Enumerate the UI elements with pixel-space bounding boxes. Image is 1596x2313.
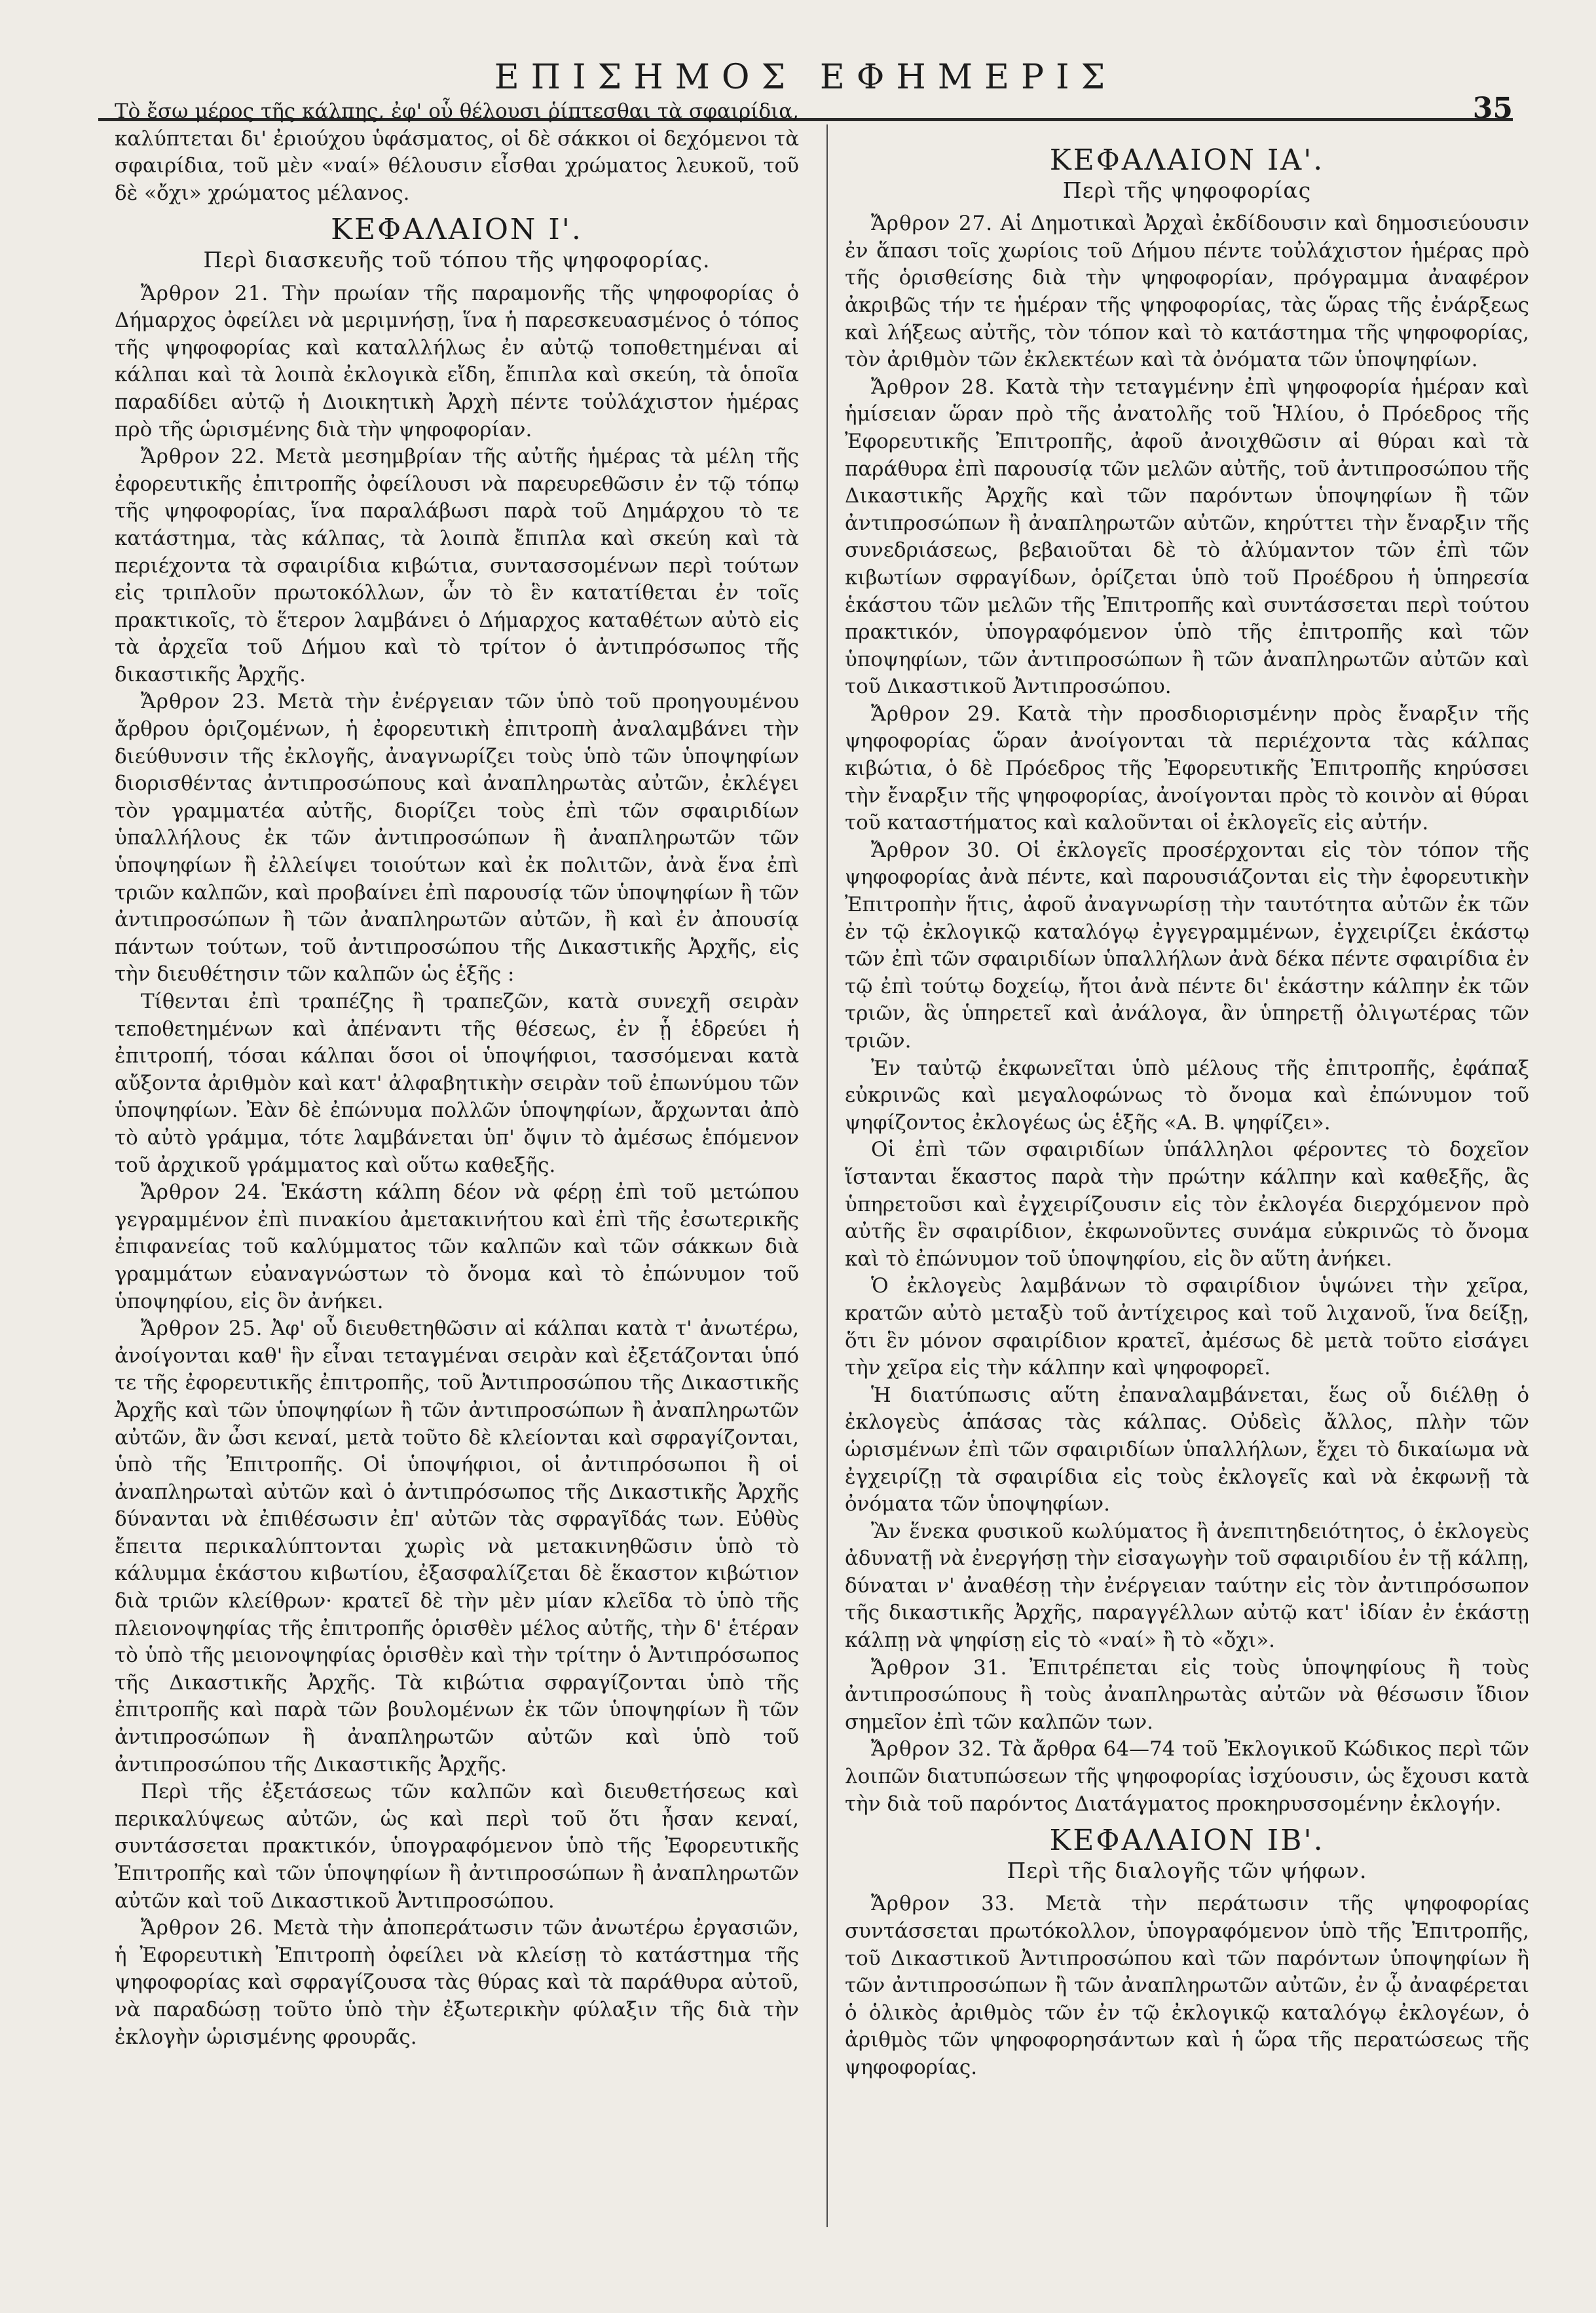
article-31-text: Ἐπιτρέπεται εἰς τοὺς ὑποψηφίους ἢ τοὺς ἀντιπροσώπους ἢ τοὺς ἀναπληρωτὰς αὐτῶν νὰ θέσωσιν ἴδιον σημεῖον ἐπὶ τῶν καλπῶν των. xyxy=(845,1655,1529,1734)
chapter-11-subtitle: Περὶ τῆς ψηφοφορίας xyxy=(1062,177,1312,203)
article-30 xyxy=(845,837,1529,1055)
page-number: 35 xyxy=(1472,92,1513,125)
article-32-text: Τὰ ἄρθρα 64—74 τοῦ Ἐκλογικοῦ Κώδικος περὶ τῶν λοιπῶν διατυπώσεων τῆς ψηφοφορίας ἰσχύουσιν, ὡς ἔχουσι κατὰ τὴν διὰ τοῦ παρόντος Διατάγματος προκηρυσσομένην ἐκλογήν. xyxy=(845,1737,1530,1816)
article-30-paragraph-4: Ὁ ἐκλογεὺς λαμβάνων τὸ σφαιρίδιον ὑψώνει τὴν χεῖρα, κρατῶν αὐτὸ μεταξὺ τοῦ ἀντίχειρος καὶ τοῦ λιχανοῦ, ἵνα δείξῃ, ὅτι ἓν μόνον σφαιρίδιον κρατεῖ, ἀμέσως δὲ μετὰ τοῦτο εἰσάγει τὴν χεῖρα εἰς τὴν κάλπην καὶ ψηφοφορεῖ. xyxy=(845,1274,1529,1380)
article-23-paragraph-2: Τίθενται ἐπὶ τραπέζης ἢ τραπεζῶν, κατὰ συνεχῆ σειρὰν τεποθετημένων καὶ ἀπέναντι τῆς θέσεως, ἐν ᾗ ἑδρεύει ἡ ἐπιτροπή, τόσαι κάλπαι ὅσοι οἱ ὑποψήφιοι, τασσόμεναι κατὰ αὔξοντα ἀριθμὸν καὶ κατ' ἀλφαβητικὴν σειρὰν τοῦ ἐπωνύμου τῶν ὑποψηφίων. Ἐὰν δὲ ἐπώνυμα πολλῶν ὑποψηφίων, ἄρχωνται ἀπὸ τὸ αὐτὸ γράμμα, τότε λαμβάνεται ὑπ' ὄψιν τὸ ἀμέσως ἑπόμενον τοῦ ἀρχικοῦ γράμματος καὶ οὕτω καθεξῆς. xyxy=(115,990,799,1177)
article-23-text: Μετὰ τὴν ἐνέργειαν τῶν ὑπὸ τοῦ προηγουμένου ἄρθρου ὁριζομένων, ἡ ἐφορευτικὴ ἐπιτροπὴ ἀναλαμβάνει τὴν διεύθυνσιν τῆς ἐκλογῆς, ἀναγνωρίζει τοὺς ὑπὸ τῶν ὑποψηφίων διορισθέντας ἀντιπροσώπους καὶ ἀναπληρωτὰς αὐτῶν, ἐκλέγει τὸν γραμματέα αὐτῆς, διορίζει τοὺς ἐπὶ τῶν σφαιριδίων ὑπαλλήλους ἐκ τῶν ἀντιπροσώπων ἢ ἀναπληρωτῶν τῶν ὑποψηφίων ἢ ἐλλείψει τοιούτων καὶ ἐκ πολιτῶν, ἀνὰ ἕνα ἐπὶ τριῶν καλπῶν, καὶ προβαίνει ἐπὶ παρουσίᾳ τῶν ὑποψηφίων ἢ τῶν ἀντιπροσώπων ἢ τῶν ἀναπληρωτῶν αὐτῶν, ἢ καὶ ἐν ἀπουσίᾳ πάντων τούτων, τοῦ ἀντιπροσώπου τῆς Δικαστικῆς Ἀρχῆς, εἰς τὴν διευθέτησιν τῶν καλπῶν ὡς ἑξῆς : xyxy=(115,690,799,987)
article-21-text: Τὴν πρωίαν τῆς παραμονῆς τῆς ψηφοφορίας ὁ Δήμαρχος ὀφείλει νὰ μεριμνήσῃ, ἵνα ἡ παρεσκευασμένος ὁ τόπος τῆς ψηφοφορίας καὶ καταλλήλως ἐν αὐτῷ τοποθετημέναι αἱ κάλπαι καὶ τὰ λοιπὰ ἐκλογικὰ εἴδη, ἔπιπλα καὶ σκεύη, τὰ ὁποῖα παραδίδει αὐτῷ ἡ Διοικητικὴ Ἀρχὴ πέντε τοὐλάχιστον ἡμέρας πρὸ τῆς ὡρισμένης διὰ τὴν ψηφοφορίαν. xyxy=(115,281,799,442)
article-27 xyxy=(845,210,1529,374)
article-32-number: Ἄρθρον 32. xyxy=(871,1737,992,1761)
article-25 xyxy=(115,1315,799,1778)
article-22-text: Μετὰ μεσημβρίαν τῆς αὐτῆς ἡμέρας τὰ μέλη τῆς ἐφορευτικῆς ἐπιτροπῆς ὀφείλουσι νὰ παρευρεθῶσιν ἐν τῷ τόπῳ τῆς ψηφοφορίας, ἵνα παραλάβωσι παρὰ τοῦ Δημάρχου τὸ τε κατάστημα, τὰς κάλπας, τὰ λοιπὰ ἔπιπλα καὶ σκεύη καὶ τὰ περιέχοντα τὰ σφαιρίδια κιβώτια, συντασσομένων περὶ τούτων εἰς τριπλοῦν πρωτοκόλλων, ὧν τὸ ἓν κατατίθεται ἐν τοῖς πρακτικοῖς, τὸ ἕτερον λαμβάνει ὁ Δήμαρχος καταθέτων αὐτὸ εἰς τὰ ἀρχεῖα τοῦ Δήμου καὶ τὸ τρίτον ὁ ἀντιπρόσωπος τῆς δικαστικῆς Ἀρχῆς. xyxy=(115,445,800,686)
article-27-number: Ἄρθρον 27. xyxy=(871,212,993,236)
article-29-text: Κατὰ τὴν προσδιορισμένην πρὸς ἔναρξιν τῆς ψηφοφορίας ὥραν ἀνοίγονται τὰ περιέχοντα τὰς κάλπας κιβώτια, ὁ δὲ Πρόεδρος τῆς Ἐφορευτικῆς Ἐπιτροπῆς κηρύσσει τὴν ἔναρξιν τῆς ψηφοφορίας, ἀνοίγονται πρὸς τὸ κοινὸν αἱ θύραι τοῦ καταστήματος καὶ καλοῦνται οἱ ἐκλογεῖς εἰς αὐτήν. xyxy=(845,702,1529,835)
article-28 xyxy=(845,374,1529,701)
article-27-text: Αἱ Δημοτικαὶ Ἀρχαὶ ἐκδίδουσιν καὶ δημοσιεύουσιν ἐν ἅπασι τοῖς χωρίοις τοῦ Δήμου πέντε τοὐλάχιστον ἡμέρας πρὸ τῆς ὁρισθείσης διὰ τὴν ψηφοφορίαν, πρόγραμμα ἀναφέρον ἀκριβῶς τήν τε ἡμέραν τῆς ψηφοφορίας, τὰς ὥρας τῆς ἐνάρξεως καὶ λήξεως αὐτῆς, τὸν τόπον καὶ τὸ κατάστημα τῆς ψηφοφορίας, τὸν ἀριθμὸν τῶν ἐκλεκτέων καὶ τὰ ὀνόματα τῶν ὑποψηφίων. xyxy=(845,212,1530,372)
article-31 xyxy=(845,1655,1529,1737)
article-30-number: Ἄρθρον 30. xyxy=(871,838,1001,862)
left-column xyxy=(115,98,799,2051)
article-25-text: Ἀφ' οὗ διευθετηθῶσιν αἱ κάλπαι κατὰ τ' ἀνωτέρω, ἀνοίγονται καθ' ἣν εἶναι τεταγμέναι σειρὰν καὶ ἐξετάζονται ὑπό τε τῆς ἐφορευτικῆς ἐπιτροπῆς, τοῦ Ἀντιπροσώπου τῆς Δικαστικῆς Ἀρχῆς καὶ τῶν ὑποψηφίων ἢ τῶν ἀντιπροσώπων ἢ ἀναπληρωτῶν αὐτῶν, ἂν ὦσι κεναί, μετὰ τοῦτο δὲ κλείονται καὶ σφραγίζονται, ὑπὸ τῆς Ἐπιτροπῆς. Οἱ ὑποψήφιοι, οἱ ἀντιπρόσωποι ἢ οἱ ἀναπληρωταὶ αὐτῶν καὶ ὁ ἀντιπρόσωπος τῆς Δικαστικῆς Ἀρχῆς δύνανται νὰ ἐπιθέσωσιν ἐπ' αὐτῶν τὰς σφραγῖδάς των. Εὐθὺς ἔπειτα περικαλύπτονται χωρὶς νὰ μετακινηθῶσιν ὑπὸ τὸ κάλυμμα ἑκάστου κιβωτίου, ἐξασφαλίζεται δὲ ἕκαστον κιβώτιον διὰ τριῶν κλείθρων· κρατεῖ δὲ τὴν μὲν μίαν κλεῖδα τὸ ὑπὸ τῆς πλειονοψηφίας τῆς ἐπιτροπῆς ὁρισθὲν μέλος αὐτῆς, τὴν δ' ἑτέραν τὸ ὑπὸ τῆς μειονοψηφίας ὁρισθὲν καὶ τὴν τρίτην ὁ Ἀντιπρόσωπος τῆς Δικαστικῆς Ἀρχῆς. Τὰ κιβώτια σφραγίζονται ὑπὸ τῆς ἐπιτροπῆς καὶ παρὰ τῶν βουλομένων ἐκ τῶν ὑποψηφίων ἢ τῶν ἀντιπροσώπων ἢ ἀναπληρωτῶν αὐτῶν καὶ ὑπὸ τοῦ ἀντιπροσώπου τῆς Δικαστικῆς Ἀρχῆς. xyxy=(115,1317,799,1777)
article-26-text: Μετὰ τὴν ἀποπεράτωσιν τῶν ἀνωτέρω ἐργασιῶν, ἡ Ἐφορευτικὴ Ἐπιτροπὴ ὀφείλει νὰ κλείσῃ τὸ κατάστημα τῆς ψηφοφορίας καὶ σφραγίζουσα τὰς θύρας καὶ τὰ παράθυρα αὐτοῦ, νὰ παραδώσῃ τοῦτο ὑπὸ τὴν ἐξωτερικὴν φύλαξιν τῆς διὰ τὴν ἐκλογὴν ὡρισμένης φρουρᾶς. xyxy=(115,1916,799,2049)
article-30-paragraph-2: Ἐν ταὐτῷ ἐκφωνεῖται ὑπὸ μέλους τῆς ἐπιτροπῆς, ἐφάπαξ εὐκρινῶς καὶ μεγαλοφώνως τὸ ὄνομα καὶ ἐπώνυμον τοῦ ψηφίζοντος ἐκλογέως ὡς ἑξῆς «Α. Β. ψηφίζει». xyxy=(845,1056,1529,1135)
chapter-12-title: ΚΕΦΑΛΑΙΟΝ ΙΒ'. xyxy=(1049,1824,1325,1858)
article-26 xyxy=(115,1915,799,2051)
article-30-paragraph-5: Ἡ διατύπωσις αὕτη ἐπαναλαμβάνεται, ἕως οὗ διέλθῃ ὁ ἐκλογεὺς ἁπάσας τὰς κάλπας. Οὐδεὶς ἄλλος, πλὴν τῶν ὡρισμένων ἐπὶ τῶν σφαιριδίων ὑπαλλήλων, ἔχει τὸ δικαίωμα νὰ ἐγχειρίζῃ τὰ σφαιρίδια εἰς τοὺς ἐκλογεῖς καὶ νὰ ἐκφωνῇ τὰ ὀνόματα τῶν ὑποψηφίων. xyxy=(845,1383,1529,1516)
article-23-number: Ἄρθρον 23. xyxy=(141,690,267,714)
article-28-text: Κατὰ τὴν τεταγμένην ἐπὶ ψηφοφορία ἡμέραν καὶ ἡμίσειαν ὥραν πρὸ τῆς ἀνατολῆς τοῦ Ἡλίου, ὁ Πρόεδρος τῆς Ἐφορευτικῆς Ἐπιτροπῆς, ἀφοῦ ἀνοιχθῶσιν αἱ θύραι καὶ τὰ παράθυρα ἐπὶ παρουσίᾳ τῶν μελῶν αὐτῆς, τοῦ ἀντιπροσώπου τῆς Δικαστικῆς Ἀρχῆς καὶ τῶν παρόντων ὑποψηφίων ἢ τῶν ἀντιπροσώπων ἢ ἀναπληρωτῶν αὐτῶν, κηρύττει τὴν ἔναρξιν τῆς συνεδριάσεως, βεβαιοῦται δὲ τὸ ἀλύμαντον τῶν ἐπὶ τῶν κιβωτίων σφραγίδων, ὁρίζεται ὑπὸ τοῦ Προέδρου ἡ ὑπηρεσία ἑκάστου τῶν μελῶν τῆς Ἐπιτροπῆς καὶ συντάσσεται περὶ τούτου πρακτικόν, ὑπογραφόμενον ὑπὸ τῆς ἐπιτροπῆς καὶ τῶν ὑποψηφίων, τῶν ἀντιπροσώπων ἢ τῶν ἀναπληρωτῶν αὐτῶν καὶ τοῦ Δικαστικοῦ Ἀντιπροσώπου. xyxy=(845,375,1529,699)
article-26-number: Ἄρθρον 26. xyxy=(141,1916,265,1940)
article-25-paragraph-2: Περὶ τῆς ἐξετάσεως τῶν καλπῶν καὶ διευθετήσεως καὶ περικαλύψεως αὐτῶν, ὡς καὶ περὶ τοῦ ὅτι ἦσαν κεναί, συντάσσεται πρακτικόν, ὑπογραφόμενον ὑπὸ τῆς Ἐφορευτικῆς Ἐπιτροπῆς καὶ τῶν ὑποψηφίων ἢ ἀντιπροσώπων ἢ ἀναπληρωτῶν αὐτῶν καὶ τοῦ Δικαστικοῦ Ἀντιπροσώπου. xyxy=(115,1780,799,1913)
article-32 xyxy=(845,1736,1529,1818)
article-33-text: Μετὰ τὴν περάτωσιν τῆς ψηφοφορίας συντάσσεται πρωτόκολλον, ὑπογραφόμενον ὑπὸ τῆς Ἐπιτροπῆς, τοῦ Δικαστικοῦ Ἀντιπροσώπου καὶ τῶν παρόντων ὑποψηφίων ἢ τῶν ἀντιπροσώπων ἢ τῶν ἀναπληρωτῶν αὐτῶν, ἐν ᾧ ἀναφέρεται ὁ ὁλικὸς ἀριθμὸς τῶν ἐν τῷ ἐκλογικῷ καταλόγῳ ἐκλογέων, ὁ ἀριθμὸς τῶν ψηφοφορησάντων καὶ ἡ ὥρα τῆς περατώσεως τῆς ψηφοφορίας. xyxy=(845,1892,1529,2079)
article-22 xyxy=(115,443,799,688)
chapter-10-subtitle: Περὶ διασκευῆς τοῦ τόπου τῆς ψηφοφορίας. xyxy=(203,246,711,273)
intro-paragraph: Τὸ ἔσω μέρος τῆς κάλπης, ἐφ' οὗ θέλουσι ῥίπτεσθαι τὰ σφαιρίδια, καλύπτεται δι' ἐριούχου ὑφάσματος, οἱ δὲ σάκκοι οἱ δεχόμενοι τὰ σφαιρίδια, τοῦ μὲν «ναί» θέλουσιν εἶσθαι χρώματος λευκοῦ, τοῦ δὲ «ὄχι» χρώματος μέλανος. xyxy=(115,100,799,205)
article-23 xyxy=(115,688,799,988)
article-30-paragraph-3: Οἱ ἐπὶ τῶν σφαιριδίων ὑπάλληλοι φέροντες τὸ δοχεῖον ἵστανται ἕκαστος παρὰ τὴν πρώτην κάλπην καὶ καθεξῆς, ἃς ὑπηρετοῦσι καὶ ἐγχειρίζουσιν εἰς τὸν ἐκλογέα διερχόμενον πρὸ αὐτῆς ἓν σφαιρίδιον, ἐκφωνοῦντες συνάμα εὐκρινῶς τὸ ὄνομα καὶ τὸ ἐπώνυμον τοῦ ὑποψηφίου, εἰς ὃν αὕτη ἀνήκει. xyxy=(845,1138,1529,1271)
article-24 xyxy=(115,1179,799,1315)
newspaper-title: ΕΠΙΣΗΜΟΣ ΕΦΗΜΕΡΙΣ xyxy=(494,58,1117,97)
chapter-10-title: ΚΕΦΑΛΑΙΟΝ Ι'. xyxy=(331,213,583,247)
article-29-number: Ἄρθρον 29. xyxy=(871,702,1002,726)
article-29 xyxy=(845,701,1529,837)
chapter-11-title: ΚΕΦΑΛΑΙΟΝ ΙΑ'. xyxy=(1049,143,1325,177)
article-25-number: Ἄρθρον 25. xyxy=(141,1317,263,1341)
article-33-number: Ἄρθρον 33. xyxy=(871,1892,1016,1916)
article-31-number: Ἄρθρον 31. xyxy=(871,1655,1008,1680)
article-22-number: Ἄρθρον 22. xyxy=(141,445,265,469)
article-24-number: Ἄρθρον 24. xyxy=(141,1180,269,1205)
article-21 xyxy=(115,280,799,444)
right-column xyxy=(845,138,1529,2082)
column-divider xyxy=(826,124,828,2227)
chapter-12-subtitle: Περὶ τῆς διαλογῆς τῶν ψήφων. xyxy=(1007,1857,1367,1883)
article-30-text: Οἱ ἐκλογεῖς προσέρχονται εἰς τὸν τόπον τῆς ψηφοφορίας ἀνὰ πέντε, καὶ παρουσιάζονται εἰς τὴν ἐφορευτικὴν Ἐπιτροπὴν ἥτις, ἀφοῦ ἀναγνωρίσῃ τὴν ταυτότητα αὐτῶν ἐκ τῶν ἐν τῷ ἐκλογικῷ καταλόγῳ ἐγγεγραμμένων, ἐγχειρίζει ἑκάστῳ τῶν ἐπὶ τῶν σφαιριδίων ὑπαλλήλων ἀνὰ δέκα πέντε σφαιρίδια ἐν τῷ ἐπὶ τούτῳ δοχείῳ, ἤτοι ἀνὰ πέντε δι' ἑκάστην κάλπην ἐκ τῶν τριῶν, ἃς ὑπηρετεῖ καὶ ἀνάλογα, ἂν ὑπηρετῇ ὀλιγωτέρας τῶν τριῶν. xyxy=(845,838,1530,1053)
article-33 xyxy=(845,1890,1529,2081)
article-28-number: Ἄρθρον 28. xyxy=(871,375,995,399)
article-24-text: Ἑκάστη κάλπη δέον νὰ φέρῃ ἐπὶ τοῦ μετώπου γεγραμμένον ἐπὶ πινακίου ἀμετακινήτου καὶ ἐπὶ τῆς ἐσωτερικῆς ἐπιφανείας τοῦ καλύμματος τῶν καλπῶν καὶ τῶν σάκκων διὰ γραμμάτων εὐαναγνώστων τὸ ὄνομα καὶ τὸ ἐπώνυμον τοῦ ὑποψηφίου, εἰς ὃν ἀνήκει. xyxy=(115,1180,799,1313)
article-30-paragraph-6: Ἂν ἕνεκα φυσικοῦ κωλύματος ἢ ἀνεπιτηδειότητος, ὁ ἐκλογεὺς ἀδυνατῇ νὰ ἐνεργήσῃ τὴν εἰσαγωγὴν τοῦ σφαιριδίου ἐν τῇ κάλπῃ, δύναται ν' ἀναθέσῃ τὴν ἐνέργειαν ταύτην εἰς τὸν ἀντιπρόσωπον τῆς δικαστικῆς Ἀρχῆς, παραγγέλλων αὐτῷ κατ' ἰδίαν ἐν ἑκάστῃ κάλπῃ νὰ ψηφίσῃ εἰς τὸ «ναί» ἢ τὸ «ὄχι». xyxy=(845,1519,1529,1653)
article-21-number: Ἄρθρον 21. xyxy=(141,281,269,305)
